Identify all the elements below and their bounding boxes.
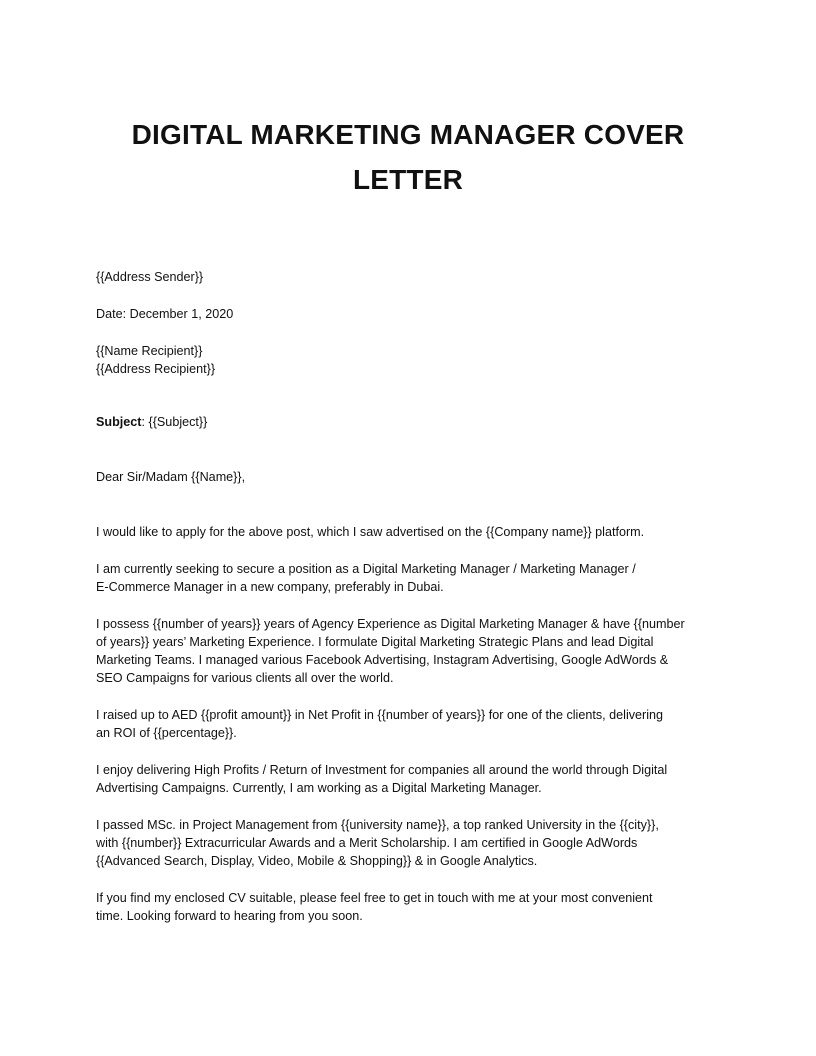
paragraph	[96, 816, 720, 870]
paragraph-line: I raised up to AED {{profit amount}} in Net Profit in {{number of years}} for one of the clients, delivering	[96, 708, 664, 722]
paragraph-line: SEO Campaigns for various clients all over the world.	[96, 671, 394, 685]
paragraph-line: I would like to apply for the above post, which I saw advertised on the {{Company name}} platform.	[96, 525, 645, 539]
title-line: DIGITAL MARKETING MANAGER COVER	[131, 119, 685, 150]
recipient-block	[96, 342, 720, 378]
paragraph-line: time. Looking forward to hearing from you soon.	[96, 909, 363, 923]
paragraph-line: I enjoy delivering High Profits / Return of Investment for companies all around the world through Digital	[96, 763, 668, 777]
subject-text	[96, 413, 720, 431]
sender-address	[96, 268, 720, 286]
paragraph	[96, 615, 720, 687]
paragraph-line: {{Advanced Search, Display, Video, Mobile & Shopping}} & in Google Analytics.	[96, 854, 538, 868]
paragraph	[96, 523, 720, 541]
paragraph	[96, 560, 720, 596]
document-title	[96, 112, 720, 202]
paragraph-line: I possess {{number of years}} years of Agency Experience as Digital Marketing Manager & have {{number	[96, 617, 685, 631]
title-line: LETTER	[352, 164, 464, 195]
sender-address-line: {{Address Sender}}	[96, 270, 204, 284]
paragraph-line: an ROI of {{percentage}}.	[96, 726, 237, 740]
paragraph	[96, 889, 720, 925]
paragraph-line: Marketing Teams. I managed various Facebook Advertising, Instagram Advertising, Google AdWords &	[96, 653, 669, 667]
subject-label: Subject	[96, 415, 142, 429]
paragraph-line: E-Commerce Manager in a new company, preferably in Dubai.	[96, 580, 444, 594]
salutation	[96, 468, 720, 486]
paragraph-line: Advertising Campaigns. Currently, I am working as a Digital Marketing Manager.	[96, 781, 542, 795]
recipient-name: {{Name Recipient}}	[96, 344, 203, 358]
paragraph-line: If you find my enclosed CV suitable, please feel free to get in touch with me at your most convenient	[96, 891, 653, 905]
paragraph-line: of years}} years’ Marketing Experience. I formulate Digital Marketing Strategic Plans and lead Digital	[96, 635, 654, 649]
paragraph	[96, 706, 720, 742]
paragraph	[96, 761, 720, 797]
paragraph-line: with {{number}} Extracurricular Awards and a Merit Scholarship. I am certified in Google AdWords	[96, 836, 638, 850]
letter-body	[96, 268, 720, 925]
paragraph-line: I passed MSc. in Project Management from {{university name}}, a top ranked University in the {{city}},	[96, 818, 659, 832]
subject-line	[96, 413, 720, 431]
paragraph-line: I am currently seeking to secure a position as a Digital Marketing Manager / Marketing Manager /	[96, 562, 636, 576]
salutation-line: Dear Sir/Madam {{Name}},	[96, 470, 246, 484]
recipient-address: {{Address Recipient}}	[96, 362, 216, 376]
letter-date	[96, 305, 720, 323]
subject-value: : {{Subject}}	[141, 415, 208, 429]
date-line: Date: December 1, 2020	[96, 307, 234, 321]
